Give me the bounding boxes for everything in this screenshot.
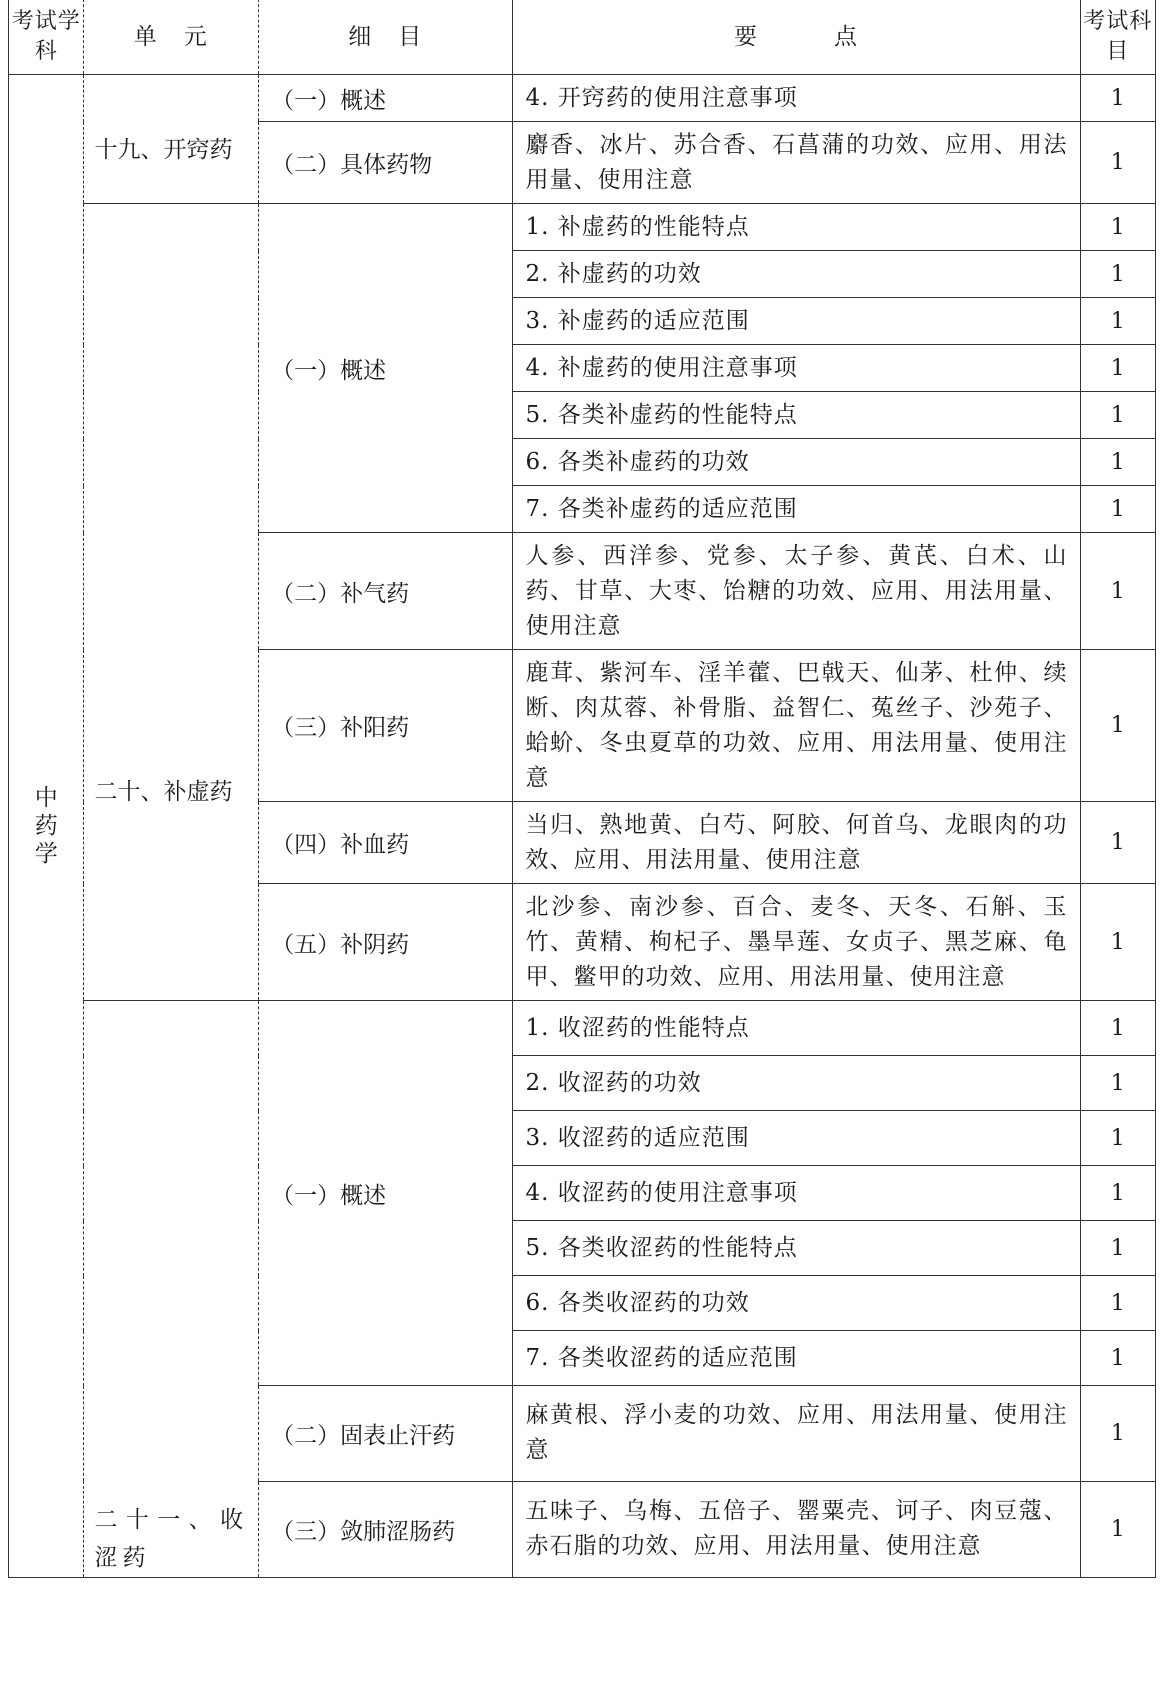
- exam-subject-number: 1: [1080, 122, 1155, 204]
- table-body: [9, 75, 1156, 1578]
- point-cell: 2. 收涩药的功效: [513, 1056, 1080, 1111]
- exam-subject-number: 1: [1080, 439, 1155, 486]
- point-cell: 3. 补虚药的适应范围: [513, 298, 1080, 345]
- point-cell: 北沙参、南沙参、百合、麦冬、天冬、石斛、玉竹、黄精、枸杞子、墨旱莲、女贞子、黑芝麻、龟甲、鳖甲的功效、应用、用法用量、使用注意: [513, 884, 1080, 1001]
- detail-cell: （一）概述: [259, 1001, 513, 1386]
- point-cell: 人参、西洋参、党参、太子参、黄芪、白术、山药、甘草、大枣、饴糖的功效、应用、用法用量、使用注意: [513, 533, 1080, 650]
- exam-subject-number: 1: [1080, 802, 1155, 884]
- exam-subject-number: 1: [1080, 1221, 1155, 1276]
- exam-subject-number: 1: [1080, 392, 1155, 439]
- point-cell: 1. 补虚药的性能特点: [513, 204, 1080, 251]
- unit-label: 十九、开窍药: [94, 136, 233, 163]
- point-cell: 7. 各类收涩药的适应范围: [513, 1331, 1080, 1386]
- header-unit: 单 元: [84, 0, 259, 75]
- header-detail: 细 目: [259, 0, 513, 75]
- point-cell: 2. 补虚药的功效: [513, 251, 1080, 298]
- exam-subject-number: 1: [1080, 1386, 1155, 1482]
- detail-cell: （四）补血药: [259, 802, 513, 884]
- point-cell: 4. 补虚药的使用注意事项: [513, 345, 1080, 392]
- point-cell: 当归、熟地黄、白芍、阿胶、何首乌、龙眼肉的功效、应用、用法用量、使用注意: [513, 802, 1080, 884]
- unit-label: 二十一、收涩药: [94, 1507, 249, 1571]
- exam-subject-number: 1: [1080, 1111, 1155, 1166]
- point-cell: 6. 各类补虚药的功效: [513, 439, 1080, 486]
- header-points: 要 点: [513, 0, 1080, 75]
- point-cell: 麝香、冰片、苏合香、石菖蒲的功效、应用、用法用量、使用注意: [513, 122, 1080, 204]
- exam-subject-number: 1: [1080, 1481, 1155, 1577]
- point-cell: 5. 各类补虚药的性能特点: [513, 392, 1080, 439]
- syllabus-table: [8, 0, 1156, 1578]
- point-cell: 麻黄根、浮小麦的功效、应用、用法用量、使用注意: [513, 1386, 1080, 1482]
- point-cell: 5. 各类收涩药的性能特点: [513, 1221, 1080, 1276]
- exam-subject-number: 1: [1080, 1276, 1155, 1331]
- header-exam-number: 考试科目: [1080, 0, 1155, 75]
- table-row: [9, 75, 1156, 122]
- header-exam-subject-col: 考试学科: [9, 0, 84, 75]
- point-cell: 7. 各类补虚药的适应范围: [513, 486, 1080, 533]
- detail-cell: （一）概述: [259, 204, 513, 533]
- detail-cell: （一）概述: [259, 75, 513, 122]
- exam-subject-number: 1: [1080, 298, 1155, 345]
- point-cell: 6. 各类收涩药的功效: [513, 1276, 1080, 1331]
- detail-cell: （三）敛肺涩肠药: [259, 1481, 513, 1577]
- unit-label: 二十、补虚药: [94, 779, 233, 805]
- exam-subject-number: 1: [1080, 345, 1155, 392]
- table-row: [9, 1001, 1156, 1056]
- exam-subject-number: 1: [1080, 75, 1155, 122]
- point-cell: 鹿茸、紫河车、淫羊藿、巴戟天、仙茅、杜仲、续断、肉苁蓉、补骨脂、益智仁、菟丝子、沙苑子、蛤蚧、冬虫夏草的功效、应用、用法用量、使用注意: [513, 650, 1080, 802]
- exam-subject-number: 1: [1080, 650, 1155, 802]
- exam-subject-number: 1: [1080, 1001, 1155, 1056]
- exam-subject-number: 1: [1080, 486, 1155, 533]
- unit-cell: [84, 1001, 259, 1578]
- subject-cell: [9, 75, 84, 1578]
- detail-cell: （二）具体药物: [259, 122, 513, 204]
- point-cell: 1. 收涩药的性能特点: [513, 1001, 1080, 1056]
- exam-subject-number: 1: [1080, 1166, 1155, 1221]
- point-cell: 3. 收涩药的适应范围: [513, 1111, 1080, 1166]
- point-cell: 4. 开窍药的使用注意事项: [513, 75, 1080, 122]
- unit-cell: [84, 75, 259, 204]
- exam-subject-number: 1: [1080, 884, 1155, 1001]
- header-row: [9, 0, 1156, 75]
- point-cell: 五味子、乌梅、五倍子、罂粟壳、诃子、肉豆蔻、赤石脂的功效、应用、用法用量、使用注意: [513, 1481, 1080, 1577]
- table-row: [9, 204, 1156, 251]
- exam-subject-number: 1: [1080, 251, 1155, 298]
- detail-cell: （五）补阴药: [259, 884, 513, 1001]
- detail-cell: （三）补阳药: [259, 650, 513, 802]
- unit-cell: [84, 204, 259, 1001]
- exam-subject-number: 1: [1080, 1056, 1155, 1111]
- exam-subject-number: 1: [1080, 533, 1155, 650]
- detail-cell: （二）补气药: [259, 533, 513, 650]
- detail-cell: （二）固表止汗药: [259, 1386, 513, 1482]
- exam-subject-number: 1: [1080, 204, 1155, 251]
- point-cell: 4. 收涩药的使用注意事项: [513, 1166, 1080, 1221]
- subject-label: 中药学: [34, 785, 58, 867]
- exam-subject-number: 1: [1080, 1331, 1155, 1386]
